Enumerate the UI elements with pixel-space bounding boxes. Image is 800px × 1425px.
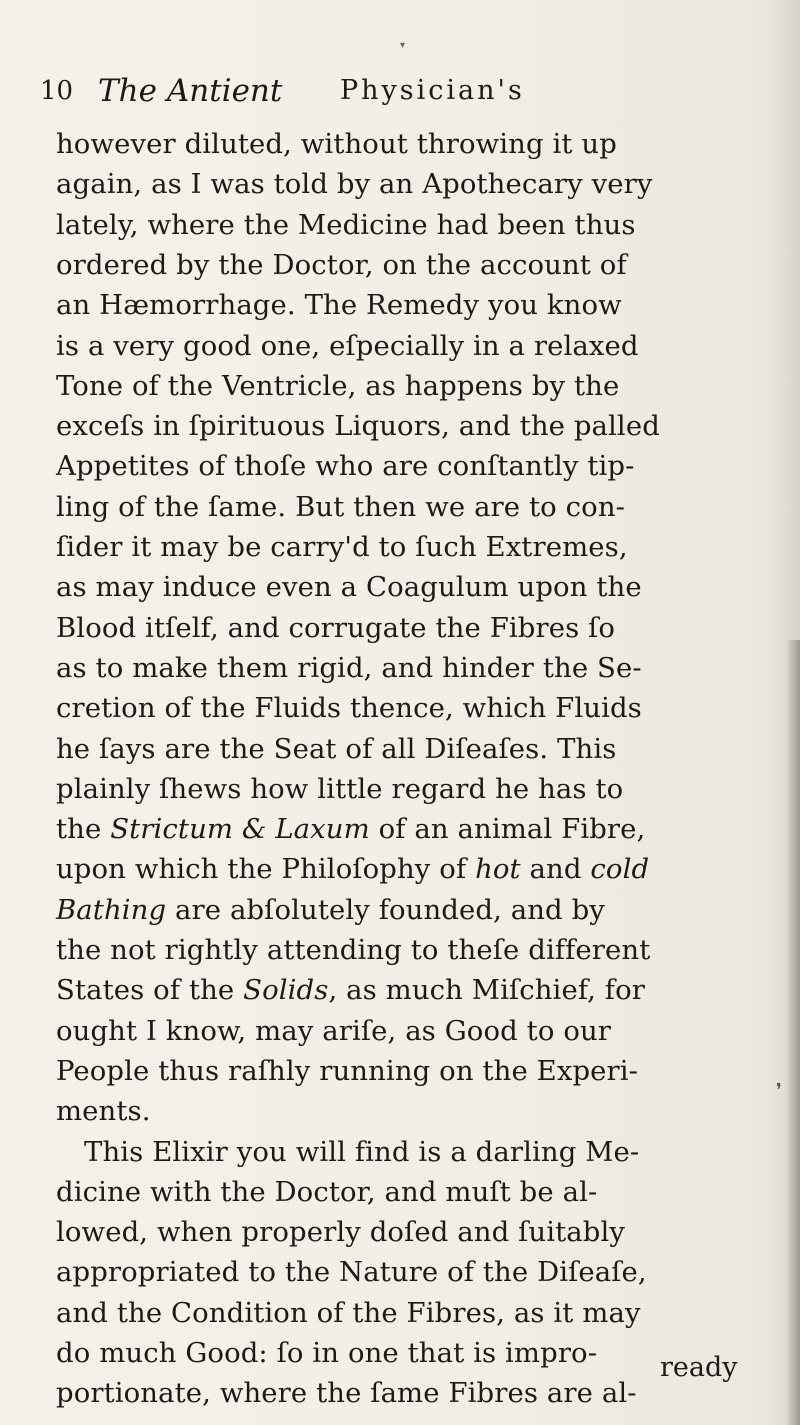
running-title-caps: Physician's: [340, 75, 525, 106]
text-run: again, as I was told by an Apothecary very: [56, 168, 653, 201]
italic-run: hot: [475, 853, 521, 886]
italic-run: Strictum & Laxum: [110, 813, 370, 846]
text-line: [56, 203, 636, 247]
page-number: 10: [40, 76, 74, 106]
text-line: [56, 1331, 597, 1375]
text-run: ſider it may be carry'd to ſuch Extremes,: [56, 531, 628, 563]
text-line: [56, 807, 645, 851]
text-line: [56, 565, 642, 609]
text-line: [56, 364, 619, 408]
margin-mark: ❜: [776, 1080, 782, 1101]
text-line: [56, 767, 623, 811]
text-line: [56, 162, 652, 206]
text-run: the: [56, 813, 111, 846]
text-run: lately, where the Medicine had been thus: [56, 208, 636, 241]
text-run: upon which the Philoſophy of: [56, 853, 476, 886]
italic-run: Solids: [243, 974, 329, 1007]
text-line: [56, 1210, 625, 1254]
text-run: exceſs in ſpirituous Liquors, and the palled: [56, 410, 660, 443]
text-run: portionate, where the ſame Fibres are al-: [56, 1377, 637, 1410]
text-line: [56, 1049, 638, 1093]
catchword: ready: [660, 1352, 738, 1383]
running-head: [40, 68, 720, 114]
text-line: [56, 1250, 647, 1294]
text-run: as may induce even a Coagulum upon the: [56, 571, 642, 604]
text-line: [56, 847, 649, 891]
text-run: ordered by the Doctor, on the account of: [56, 248, 627, 281]
text-line: [56, 444, 635, 488]
text-line: [56, 1371, 637, 1415]
text-line: [84, 1130, 639, 1174]
text-line: [56, 122, 617, 166]
text-run: an Hæmorrhage. The Remedy you know: [56, 289, 622, 322]
text-line: [56, 646, 642, 690]
text-line: [56, 606, 615, 650]
text-run: plainly ſhews how little regard he has to: [56, 772, 624, 805]
text-line: [56, 928, 650, 972]
text-run: is a very good one, eſpecially in a relaxed: [56, 329, 639, 362]
text-run: the not rightly attending to theſe different: [56, 934, 651, 966]
text-run: ments.: [56, 1095, 151, 1128]
text-run: are abſolutely founded, and by: [166, 893, 605, 926]
italic-run: Bathing: [56, 893, 167, 926]
text-run: however diluted, without throwing it up: [56, 128, 617, 160]
text-run: and: [520, 853, 591, 886]
text-line: [56, 404, 660, 448]
text-line: [56, 1170, 597, 1214]
text-run: This Elixir you will find is a darling Me-: [84, 1135, 640, 1168]
text-line: [56, 1089, 151, 1133]
text-run: appropriated to the Nature of the Diſeaſe,: [56, 1256, 647, 1289]
text-run: ling of the ſame. But then we are to con-: [56, 490, 626, 523]
text-run: Appetites of thoſe who are conſtantly tip-: [56, 450, 635, 483]
text-line: [56, 525, 628, 569]
text-line: [56, 243, 627, 287]
text-line: [56, 283, 622, 327]
ink-speck: ▾: [400, 40, 406, 51]
text-line: [56, 1291, 641, 1335]
text-run: dicine with the Doctor, and muſt be al-: [56, 1175, 598, 1208]
text-run: he ſays are the Seat of all Diſeaſes. This: [56, 732, 617, 765]
text-run: , as much Miſchief, for: [328, 974, 645, 1007]
text-run: Blood itſelf, and corrugate the Fibres ſo: [56, 611, 616, 644]
text-line: [56, 686, 642, 730]
text-line: [56, 485, 625, 529]
text-line: [56, 888, 605, 932]
text-run: lowed, when properly doſed and ſuitably: [56, 1216, 626, 1249]
text-run: and the Condition of the Fibres, as it may: [56, 1296, 641, 1329]
text-run: People thus raſhly running on the Experi-: [56, 1054, 639, 1087]
text-line: [56, 727, 616, 771]
text-line: [56, 968, 645, 1012]
text-run: of an animal Fibre,: [369, 813, 646, 846]
text-line: [56, 324, 639, 368]
text-run: Tone of the Ventricle, as happens by the: [56, 369, 620, 402]
italic-run: cold: [590, 853, 650, 886]
text-run: ought I know, may ariſe, as Good to our: [56, 1014, 612, 1047]
text-run: cretion of the Fluids thence, which Fluids: [56, 692, 642, 725]
page-edge-shadow: [786, 640, 800, 1425]
running-title-italic: The Antient: [98, 73, 283, 109]
text-run: States of the: [56, 974, 244, 1007]
text-line: [56, 1009, 611, 1053]
text-run: as to make them rigid, and hinder the Se-: [56, 651, 642, 684]
text-run: do much Good: ſo in one that is impro-: [56, 1337, 598, 1369]
